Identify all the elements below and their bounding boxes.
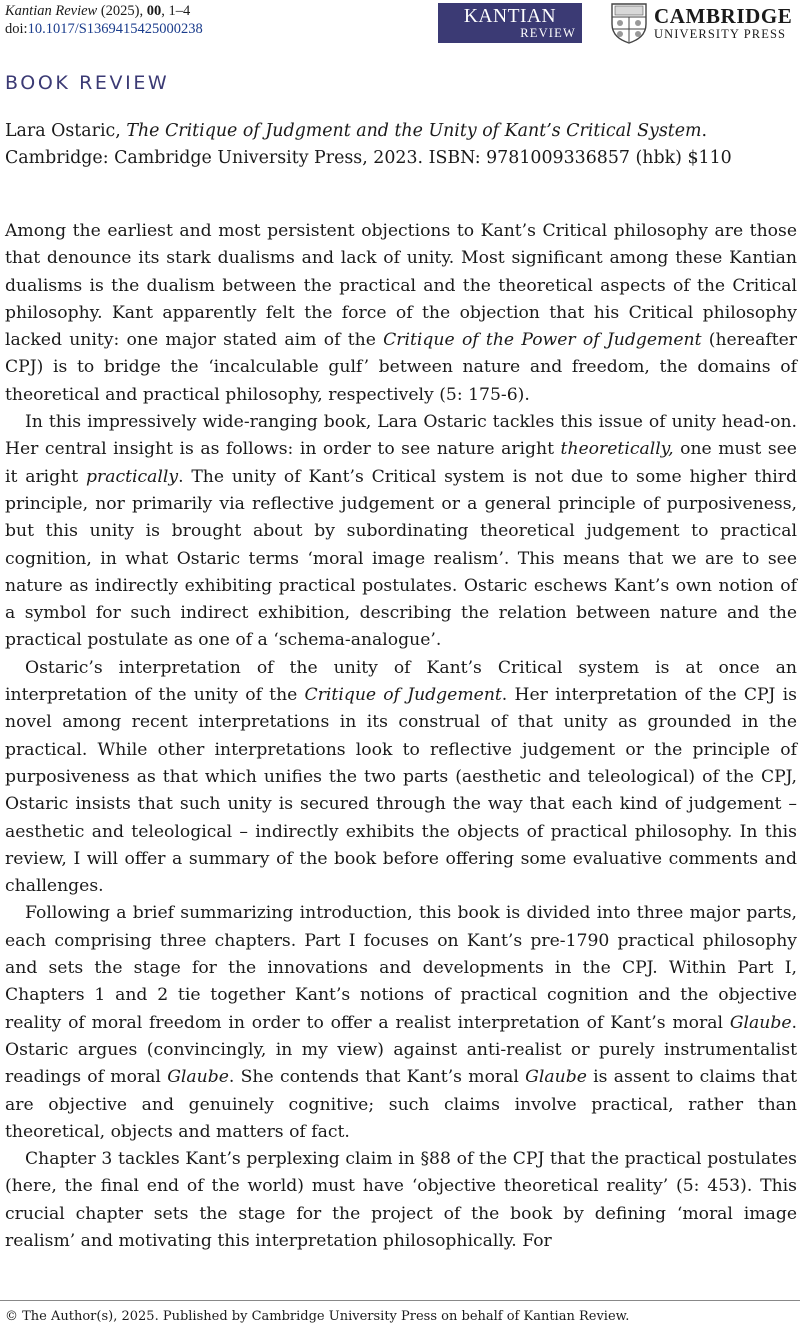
copyright-footer: © The Author(s), 2025. Published by Cambridge University Press on behalf of Kantian Review. — [5, 1309, 630, 1324]
section-label: BOOK REVIEW — [5, 72, 170, 94]
review-body — [5, 218, 797, 1255]
text-run: Among the earliest and most persistent objections to Kant’s Critical philosophy are those that denounce its stark dualisms and lack of unity. Most significant among these Kantian dualisms is the dualism between the practical and the theoretical aspects of the Critical philosophy. Kant apparently felt the force of the objection that his Critical philosophy lacked unity: one major stated aim of the — [5, 221, 797, 351]
italic-run: Glaube — [729, 1012, 792, 1033]
citation-publisher: . Cambridge: Cambridge University Press, 2023. ISBN: 9781009336857 (hbk) $110 — [5, 121, 732, 168]
paragraph-3 — [5, 655, 797, 901]
paragraph-4 — [5, 900, 797, 1146]
text-run: (hereafter CPJ) is to bridge the ‘incalculable gulf’ between nature and freedom, the domains of theoretical and practical philosophy, respectively (5: 175-6). — [5, 330, 797, 405]
journal-volume: 00 — [146, 3, 162, 19]
italic-run: Critique of Judgement — [304, 685, 502, 706]
footer-divider — [0, 1300, 800, 1301]
journal-pages: , 1–4 — [161, 3, 191, 19]
cup-logo-line2: UNIVERSITY PRESS — [654, 27, 787, 41]
book-citation — [5, 118, 795, 172]
text-run: one must see it aright — [5, 439, 797, 487]
italic-run: Glaube — [167, 1067, 229, 1088]
text-run: Ostaric’s interpretation of the unity of Kant’s Critical system is at once an interpretation of the unity of the — [5, 657, 797, 706]
cambridge-wordmark[interactable] — [654, 5, 792, 42]
text-run: . The unity of Kant’s Critical system is not due to some higher third principle, nor primarily via reflective judgement or a general principle of purposiveness, but this unity is brought about by subordinating theoretical judgement to practical cognition, in what Ostaric terms ‘moral image realism’. This means that we are to see nature as indirectly exhibiting practical postulates. Ostaric eschews Kant’s own notion of a symbol for such indirect exhibition, describing the relation between nature and the practical postulate as one of a ‘schema-analogue’. — [5, 466, 797, 651]
citation-author: Lara Ostaric, — [5, 121, 127, 141]
italic-run: Critique of the Power of Judgement — [383, 330, 702, 351]
doi-link[interactable]: 10.1017/S1369415425000238 — [27, 21, 203, 37]
italic-run: Glaube — [525, 1067, 587, 1088]
journal-info — [5, 2, 203, 38]
paragraph-2 — [5, 409, 797, 655]
text-run: is assent to claims that are objective and genuinely cognitive; such claims involve practical, rather than theoretical, objects and matters of fact. — [5, 1067, 798, 1142]
cambridge-shield-icon — [610, 2, 648, 44]
journal-year: (2025), — [97, 3, 147, 19]
kantian-logo-line2: REVIEW — [520, 26, 576, 40]
citation-title: The Critique of Judgment and the Unity of Kant’s Critical System — [126, 121, 702, 141]
text-run: . Her interpretation of the CPJ is novel among recent interpretations in its construal of that unity as grounded in the practical. While other interpretations look to reflective judgement or the principle of purposiveness as that which unifies the two parts (aesthetic and teleological) of the CPJ, Ostaric insists that such unity is secured through the way that each kind of judgement – aesthetic and teleological – indirectly exhibits the objects of practical philosophy. In this review, I will offer a summary of the book before offering some evaluative comments and challenges. — [5, 685, 797, 897]
text-run: . She contends that Kant’s moral — [228, 1067, 526, 1088]
journal-name: Kantian Review — [5, 3, 98, 19]
paragraph-5 — [5, 1146, 797, 1255]
text-run: . Ostaric argues (convincingly, in my view) against anti-realist or purely instrumentalist readings of moral — [5, 1012, 797, 1088]
doi-prefix: doi: — [5, 21, 28, 37]
cup-logo-line1: CAMBRIDGE — [654, 4, 793, 28]
text-run: In this impressively wide-ranging book, Lara Ostaric tackles this issue of unity head-on. Her central insight is as follows: in order to see nature aright — [5, 412, 797, 460]
journal-citation-line — [5, 2, 203, 20]
italic-run: theoretically, — [560, 439, 674, 460]
italic-run: practically — [85, 466, 179, 487]
paragraph-1 — [5, 218, 797, 409]
text-run: Following a brief summarizing introduction, this book is divided into three major parts, each comprising three chapters. Part I focuses on Kant’s pre-1790 practical philosophy and sets the stage for the innovations and developments in the CPJ. Within Part I, Chapters 1 and 2 tie together Kant’s notions of practical cognition and the objective reality of moral freedom in order to offer a realist interpretation of Kant’s moral — [5, 903, 797, 1033]
kantian-review-logo[interactable] — [438, 3, 582, 43]
doi-line — [5, 20, 203, 38]
page-header — [0, 0, 800, 48]
text-run: Chapter 3 tackles Kant’s perplexing claim in §88 of the CPJ that the practical postulates (here, the final end of the world) must have ‘objective theoretical reality’ (5: 453). This crucial chapter sets the stage for the project of the book by defining ‘moral image realism’ and motivating this interpretation philosophically. For — [5, 1149, 797, 1251]
kantian-logo-line1: KANTIAN — [463, 6, 557, 27]
